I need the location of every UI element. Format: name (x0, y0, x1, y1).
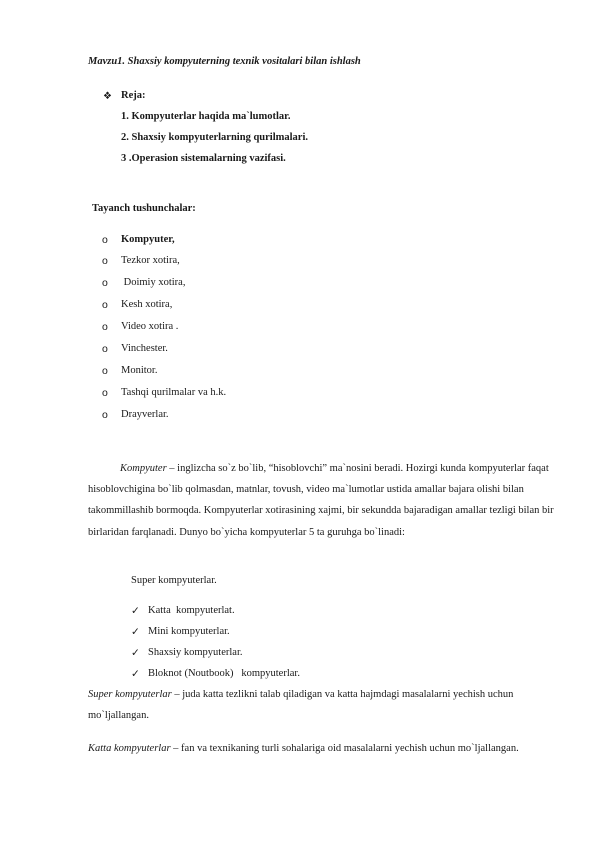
term-item: Video xotira . (121, 321, 179, 332)
katta-text: – fan va texnikaning turli sohalariga oid masalalarni yechish uchun mo`ljallangan. (170, 743, 519, 754)
circle-bullet-icon: o (102, 277, 108, 289)
group-item: Bloknot (Noutbook) kompyuterlar. (148, 668, 300, 679)
katta-term: Katta kompyuterlar (88, 743, 171, 754)
plan-item: 3 .Operasion sistemalarning vazifasi. (121, 153, 286, 164)
group-item: Katta kompyuterlat. (148, 605, 235, 616)
term-item: Doimiy xotira, (121, 277, 186, 288)
term-item: Kompyuter, (121, 234, 175, 245)
circle-bullet-icon: o (102, 387, 108, 399)
checkmark-icon: ✓ (131, 626, 140, 638)
term-item: Drayverlar. (121, 409, 169, 420)
group-first: Super kompyuterlar. (131, 575, 217, 586)
checkmark-icon: ✓ (131, 647, 140, 659)
super-term: Super kompyuterlar (88, 689, 172, 700)
circle-bullet-icon: o (102, 299, 108, 311)
intro-paragraph (88, 458, 558, 543)
circle-bullet-icon: o (102, 234, 108, 246)
super-paragraph (88, 684, 568, 726)
tayanch-heading: Tayanch tushunchalar: (92, 203, 196, 214)
plan-item: 2. Shaxsiy kompyuterlarning qurilmalari. (121, 132, 308, 143)
super-text: – juda katta tezlikni talab qiladigan va katta hajmdagi masalalarni yechish uchun mo`ljallangan. (88, 689, 514, 721)
plan-item: 1. Kompyuterlar haqida ma`lumotlar. (121, 111, 291, 122)
term-item: Kesh xotira, (121, 299, 173, 310)
circle-bullet-icon: o (102, 321, 108, 333)
reja-label: Reja: (121, 90, 146, 101)
circle-bullet-icon: o (102, 255, 108, 267)
diamond-bullet-icon: ❖ (103, 91, 112, 102)
page-title: Mavzu1. Shaxsiy kompyuterning texnik vositalari bilan ishlash (88, 56, 361, 67)
katta-paragraph (88, 738, 568, 759)
term-item: Tezkor xotira, (121, 255, 180, 266)
intro-term: Kompyuter (120, 463, 167, 474)
term-item: Vinchester. (121, 343, 168, 354)
term-item: Monitor. (121, 365, 158, 376)
circle-bullet-icon: o (102, 409, 108, 421)
term-item: Tashqi qurilmalar va h.k. (121, 387, 227, 398)
group-item: Mini kompyuterlar. (148, 626, 230, 637)
group-item: Shaxsiy kompyuterlar. (148, 647, 243, 658)
checkmark-icon: ✓ (131, 605, 140, 617)
intro-text: – inglizcha so`z bo`lib, “hisoblovchi” ma`nosini beradi. Hozirgi kunda kompyuterlar faqat hisoblovchigina bo`lib qolmasdan, matnlar, tovush, video ma`lumotlar ustida amallar bajara olishi bilan takommillashib bormoqda. Kompyuterlar xotirasining xajmi, bir sekundda bajaradigan amallar tezligi bilan bir birlaridan farqlanadi. Dunyo bo`yicha kompyuterlar 5 ta guruhga bo`linadi: (88, 463, 554, 538)
circle-bullet-icon: o (102, 343, 108, 355)
circle-bullet-icon: o (102, 365, 108, 377)
checkmark-icon: ✓ (131, 668, 140, 680)
